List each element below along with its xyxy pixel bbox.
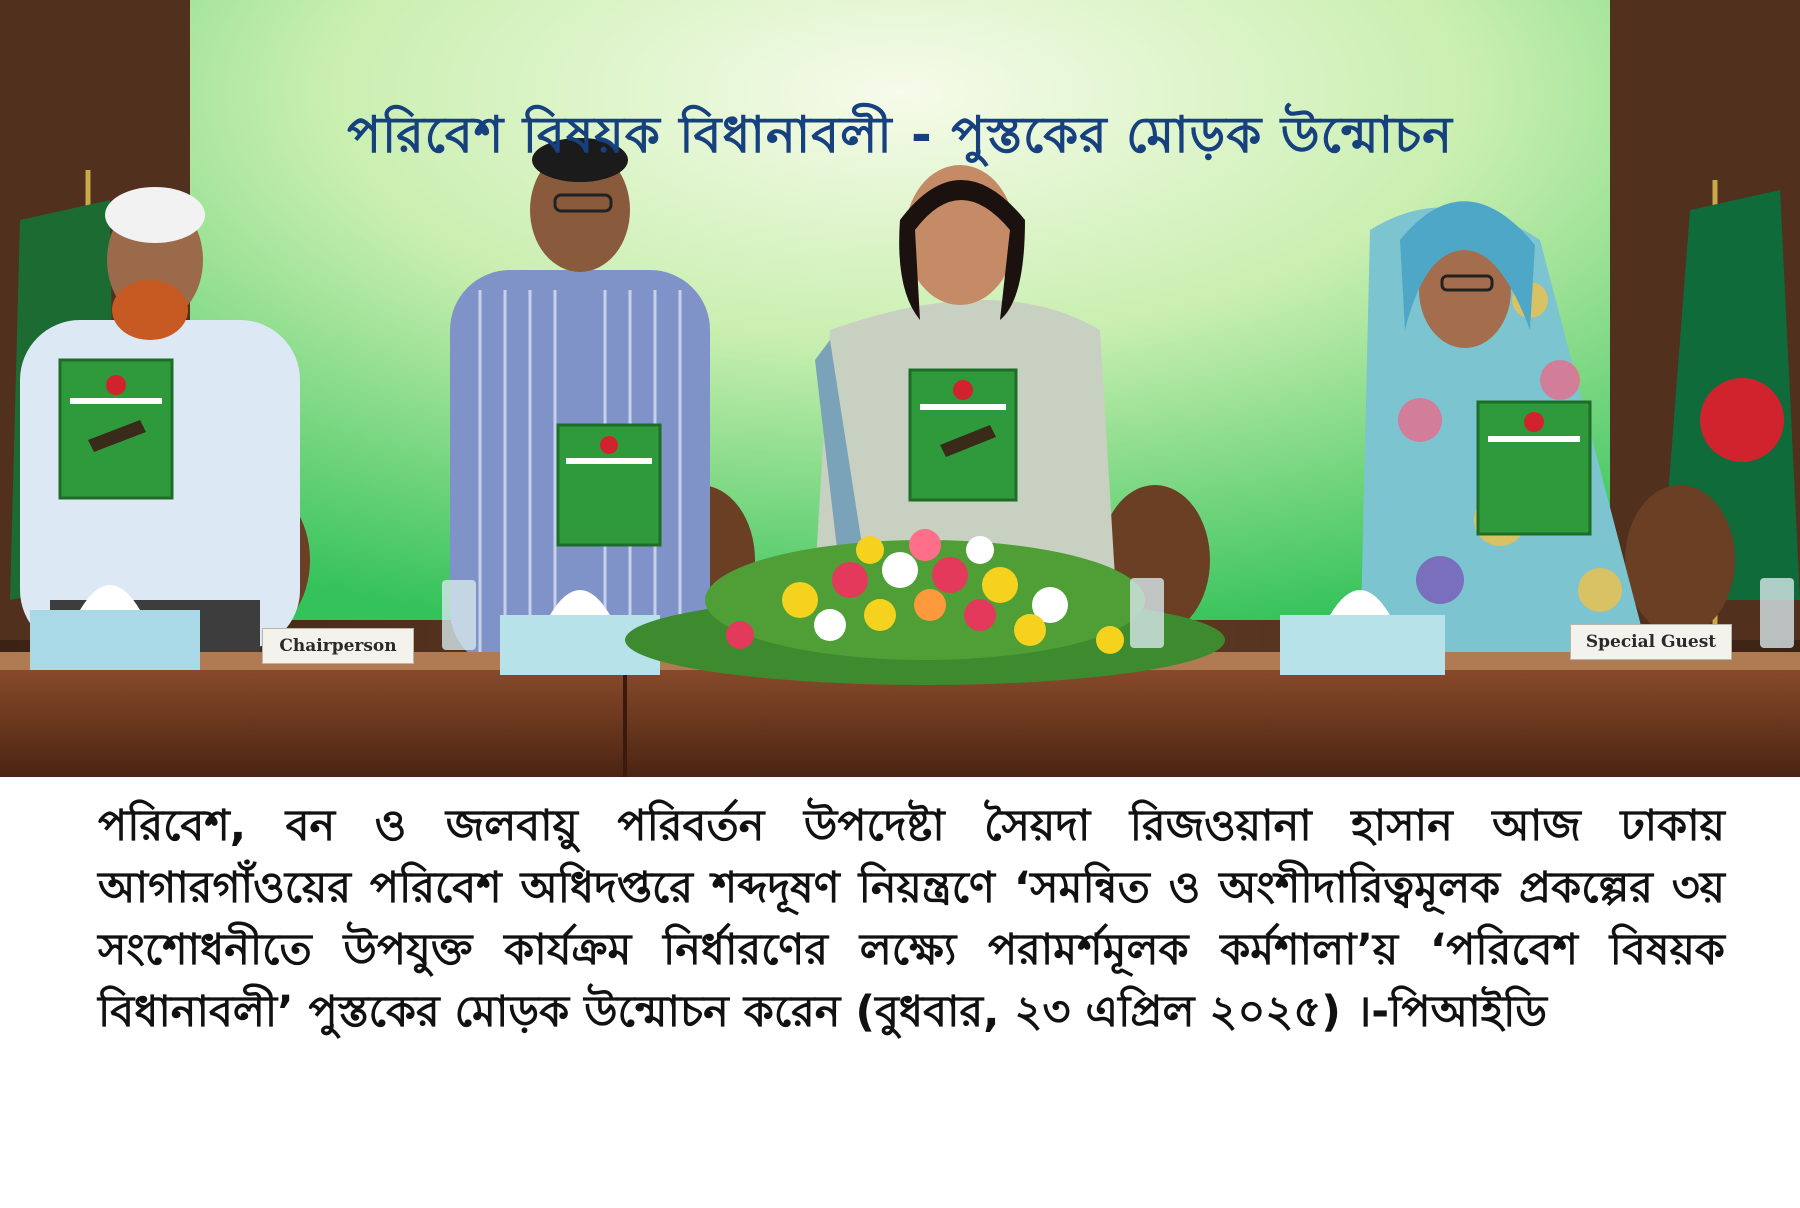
caption-text: পরিবেশ, বন ও জলবায়ু পরিবর্তন উপদেষ্টা সৈয়দা রিজওয়ানা হাসান আজ ঢাকায় আগারগাঁওয়ের পরিবেশ অধিদপ্তরে শব্দদূষণ নিয়ন্ত্রণে ‘সমন্বিত ও অংশীদারিত্বমূলক প্রকল্পের ৩য় সংশোধনীতে উপযুক্ত কার্যক্রম নির্ধারণের লক্ষ্যে পরামর্শমূলক কর্মশালা’য় ‘পরিবেশ বিষয়ক বিধানাবলী’ পুস্তকের মোড়ক উন্মোচন করেন (বুধবার, ২৩ এপ্রিল ২০২৫) ।-পিআইডি <box>98 801 1725 1037</box>
chair <box>1625 485 1735 635</box>
tissue-box <box>1280 615 1445 675</box>
caption-block <box>0 777 1800 1208</box>
water-glass <box>1130 578 1164 648</box>
placard-special-guest: Special Guest <box>1570 624 1732 660</box>
water-glass <box>442 580 476 650</box>
placard-chairperson: Chairperson <box>262 628 414 664</box>
water-glass <box>1760 578 1794 648</box>
screen-title: পরিবেশ বিষয়ক বিধানাবলী - পুস্তকের মোড়ক উন্মোচন <box>347 106 1453 164</box>
tissue-box <box>30 610 200 670</box>
flag-right-disc <box>1700 378 1784 462</box>
